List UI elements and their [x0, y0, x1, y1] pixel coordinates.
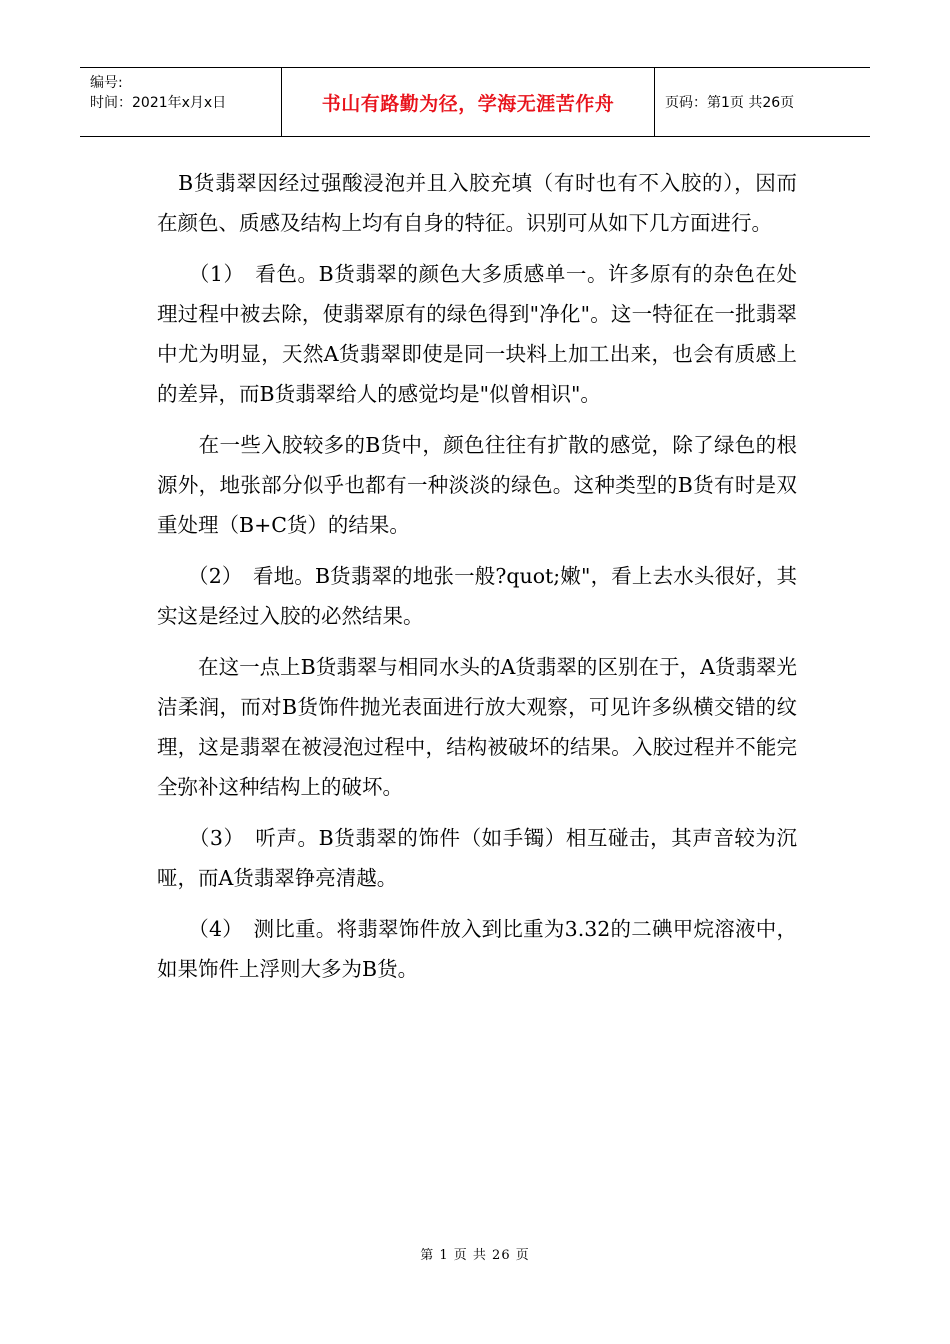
header-meta — [80, 68, 282, 136]
page-footer: 第 1 页 共 26 页 — [420, 1248, 530, 1263]
paragraph: 在一些入胶较多的B货中，颜色往往有扩散的感觉，除了绿色的根源外，地张部分似乎也都有一种淡淡的绿色。这种类型的B货有时是双重处理（B+C货）的结果。 — [157, 433, 797, 537]
paragraph: （1） 看色。B货翡翠的颜色大多质感单一。许多原有的杂色在处理过程中被去除，使翡翠原有的绿色得到"净化"。这一特征在一批翡翠中尤为明显，天然A货翡翠即使是同一块料上加工出来，也会有质感上的差异，而B货翡翠给人的感觉均是"似曾相识"。 — [157, 262, 797, 406]
page-header — [80, 67, 870, 137]
paragraph: 在这一点上B货翡翠与相同水头的A货翡翠的区别在于，A货翡翠光洁柔润，而对B货饰件抛光表面进行放大观察，可见许多纵横交错的纹理，这是翡翠在被浸泡过程中，结构被破坏的结果。入胶过程并不能完全弥补这种结构上的破坏。 — [157, 655, 797, 799]
paragraph: （3） 听声。B货翡翠的饰件（如手镯）相互碰击，其声音较为沉哑，而A货翡翠铮亮清越。 — [157, 826, 797, 890]
paragraph: （2） 看地。B货翡翠的地张一般?quot;嫩"，看上去水头很好，其实这是经过入胶的必然结果。 — [157, 564, 797, 628]
header-motto: 书山有路勤为径，学海无涯苦作舟 — [282, 68, 655, 136]
paragraph: B货翡翠因经过强酸浸泡并且入胶充填（有时也有不入胶的），因而在颜色、质感及结构上均有自身的特征。识别可从如下几方面进行。 — [157, 171, 797, 235]
paragraph: （4） 测比重。将翡翠饰件放入到比重为3.32的二碘甲烷溶液中，如果饰件上浮则大多为B货。 — [157, 917, 797, 981]
document-time-label: 时间：2021年x月x日 — [90, 95, 227, 111]
header-page-info: 页码：第1页 共26页 — [665, 95, 795, 111]
document-number-label: 编号: — [90, 75, 123, 91]
document-body — [157, 163, 797, 1000]
